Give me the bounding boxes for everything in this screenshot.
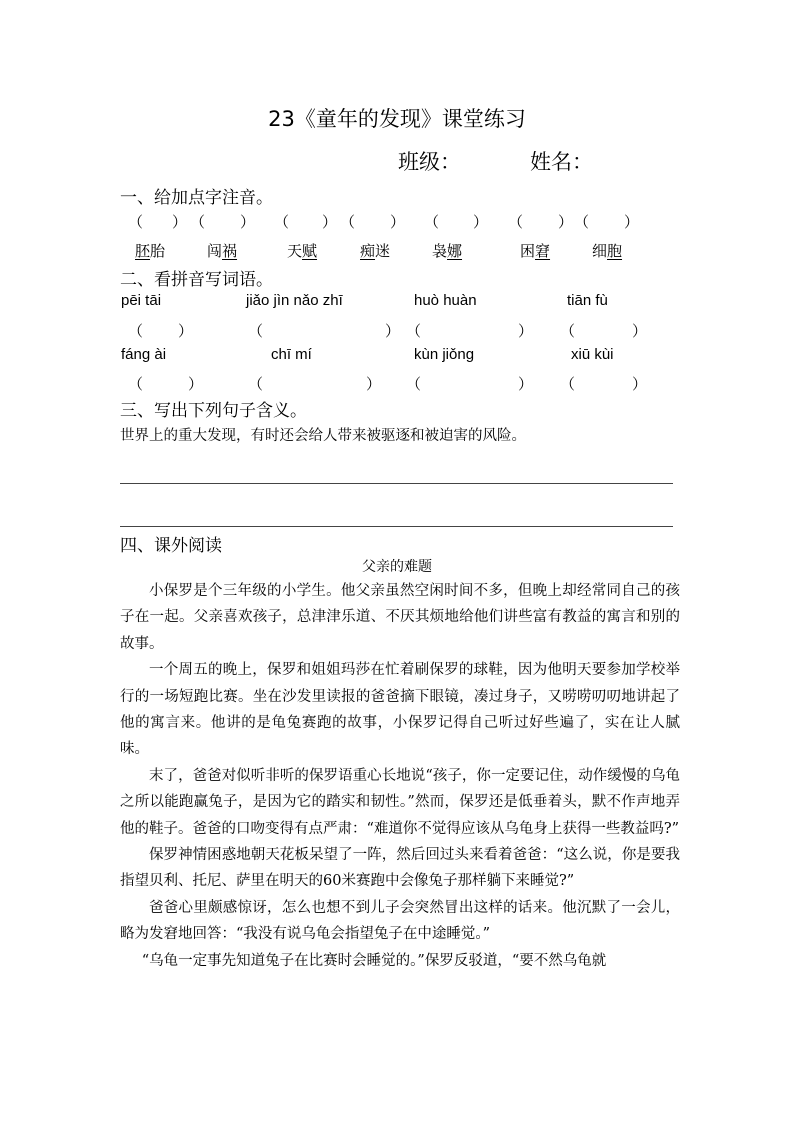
story-body bbox=[120, 578, 680, 974]
paren-close: ） bbox=[178, 323, 194, 340]
paren-open: （ bbox=[424, 214, 440, 231]
paren-close: ） bbox=[518, 323, 534, 340]
pinyin-item: tiān fù bbox=[567, 292, 608, 309]
word-item: 胚胎 bbox=[135, 242, 166, 260]
paren-close: ） bbox=[322, 214, 338, 231]
word-item: 天赋 bbox=[287, 242, 318, 260]
paren-open: （ bbox=[128, 376, 144, 393]
story-paragraph: 小保罗是个三年级的小学生。他父亲虽然空闲时间不多，但晚上却经常同自己的孩子在一起。父亲喜欢孩子，总津津乐道、不厌其烦地给他们讲些富有教益的寓言和别的故事。 bbox=[120, 583, 680, 652]
pinyin-item: huò huàn bbox=[414, 292, 477, 309]
story-paragraph: 爸爸心里颇感惊讶，怎么也想不到儿子会突然冒出这样的话来。他沉默了一会儿，略为发窘地回答：“我没有说乌龟会指望兔子在中途睡觉。” bbox=[120, 899, 680, 943]
pinyin-item: xiū kùi bbox=[571, 346, 614, 363]
paren-open: （ bbox=[560, 323, 576, 340]
answer-line[interactable] bbox=[120, 483, 673, 484]
paren-close: ） bbox=[385, 323, 401, 340]
paren-close: ） bbox=[632, 376, 648, 393]
word-item: 闯祸 bbox=[207, 242, 238, 260]
paren-close: ） bbox=[473, 214, 489, 231]
paren-open: （ bbox=[340, 214, 356, 231]
paren-open: （ bbox=[248, 323, 264, 340]
paren-close: ） bbox=[624, 214, 640, 231]
paren-open: （ bbox=[406, 376, 422, 393]
paren-close: ） bbox=[518, 376, 534, 393]
pinyin-item: pēi tāi bbox=[121, 292, 162, 309]
paren-close: ） bbox=[390, 214, 406, 231]
paren-open: （ bbox=[406, 323, 422, 340]
paren-open: （ bbox=[274, 214, 290, 231]
word-item: 细胞 bbox=[592, 242, 623, 260]
page-title: 23《童年的发现》课堂练习 bbox=[268, 107, 526, 131]
paren-open: （ bbox=[128, 214, 144, 231]
story-paragraph: 末了，爸爸对似听非听的保罗语重心长地说“孩子，你一定要记住，动作缓慢的乌龟之所以能跑赢兔子，是因为它的踏实和韧性。”然而，保罗还是低垂着头，默不作声地弄他的鞋子。爸爸的口吻变得有点严肃：“难道你不觉得应该从乌龟身上获得一些教益吗?” bbox=[120, 767, 680, 837]
paren-close: ） bbox=[366, 376, 382, 393]
paren-close: ） bbox=[632, 323, 648, 340]
paren-close: ） bbox=[172, 214, 188, 231]
paren-close: ） bbox=[240, 214, 256, 231]
class-label: 班级： bbox=[398, 150, 461, 174]
paren-close: ） bbox=[558, 214, 574, 231]
word-item: 袅娜 bbox=[432, 242, 463, 260]
pinyin-item: jiǎo jìn nǎo zhī bbox=[246, 292, 343, 309]
section3-sentence: 世界上的重大发现，有时还会给人带来被驱逐和被迫害的风险。 bbox=[120, 428, 526, 444]
pinyin-item: fáng ài bbox=[121, 346, 167, 363]
section4-heading: 四、课外阅读 bbox=[120, 536, 222, 556]
paren-open: （ bbox=[248, 376, 264, 393]
section1-heading: 一、给加点字注音。 bbox=[120, 188, 273, 208]
pinyin-item: kùn jiǒng bbox=[414, 346, 475, 363]
paren-close: ） bbox=[188, 376, 204, 393]
paren-open: （ bbox=[190, 214, 206, 231]
section2-heading: 二、看拼音写词语。 bbox=[120, 270, 273, 290]
pinyin-item: chī mí bbox=[271, 346, 312, 363]
word-item: 困窘 bbox=[520, 242, 551, 260]
paren-open: （ bbox=[508, 214, 524, 231]
story-title: 父亲的难题 bbox=[362, 559, 432, 575]
story-paragraph: 一个周五的晚上，保罗和姐姐玛莎在忙着刷保罗的球鞋，因为他明天要参加学校举行的一场短跑比赛。坐在沙发里读报的爸爸摘下眼镜，凑过身子，又唠唠叨叨地讲起了他的寓言来。他讲的是龟兔赛跑的故事，小保罗记得自己听过好些遍了，实在让人腻味。 bbox=[120, 662, 680, 758]
paren-open: （ bbox=[128, 323, 144, 340]
name-label: 姓名： bbox=[530, 150, 593, 174]
answer-line[interactable] bbox=[120, 526, 673, 527]
story-paragraph: 保罗神情困惑地朝天花板呆望了一阵，然后回过头来看着爸爸：“这么说，你是要我指望贝利、托尼、萨里在明天的60米赛跑中会像兔子那样躺下来睡觉?” bbox=[120, 847, 680, 890]
section3-heading: 三、写出下列句子含义。 bbox=[120, 401, 307, 421]
paren-open: （ bbox=[560, 376, 576, 393]
paren-open: （ bbox=[574, 214, 590, 231]
word-item: 痴迷 bbox=[360, 242, 391, 260]
story-paragraph: “乌龟一定事先知道兔子在比赛时会睡觉的。”保罗反驳道，“要不然乌龟就 bbox=[141, 952, 607, 969]
